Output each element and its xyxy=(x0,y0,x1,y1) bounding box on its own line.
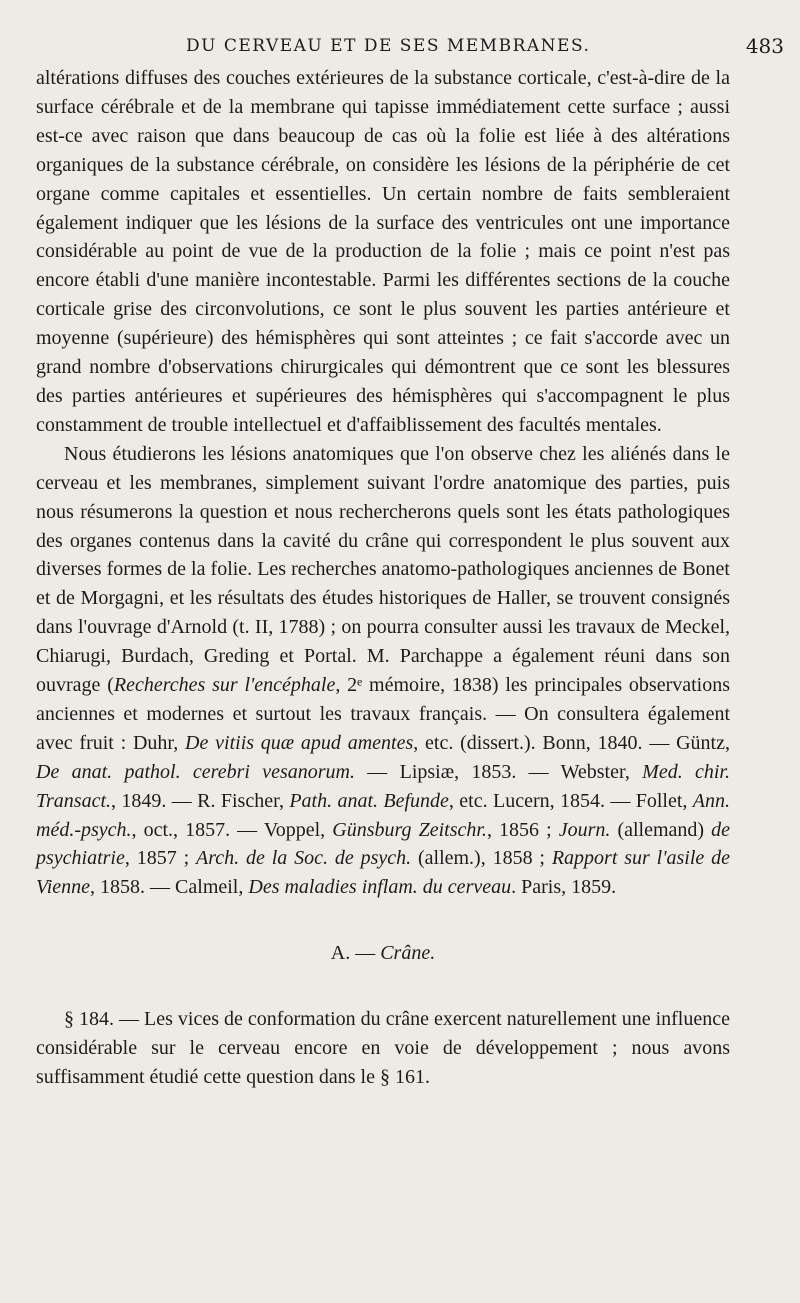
text-segment: , 1858. — Calmeil, xyxy=(90,876,249,899)
italic-text-segment: Journ. xyxy=(558,818,611,841)
text-segment: , 1856 ; xyxy=(486,818,559,841)
italic-text-segment: De anat. pathol. cerebri vesanorum. xyxy=(36,760,355,783)
text-segment: , 1849. — R. Fischer, xyxy=(111,789,290,812)
text-segment: § 184. — Les vices de conformation du crâne exercent naturellement une influence considérable sur le cerveau encore en voie de développement ; nous avons suffisamment étudié cette question dans le § 161. xyxy=(36,1008,730,1089)
text-segment: , etc. Lucern, 1854. — Follet, xyxy=(448,789,693,812)
italic-text-segment: Path. anat. Befunde xyxy=(289,789,449,812)
text-segment: , 1857 ; xyxy=(124,847,196,870)
italic-text-segment: Arch. de la Soc. de psych. xyxy=(196,847,412,870)
text-segment: — Lipsiæ, 1853. — Webster, xyxy=(355,760,643,783)
italic-text-segment: Ann. méd.-psych. xyxy=(36,789,730,841)
section-title: Crâne. xyxy=(380,942,436,965)
running-head xyxy=(36,30,784,64)
italic-text-segment: Des maladies inflam. du cerveau xyxy=(248,876,512,899)
paragraph-3 xyxy=(36,1005,730,1092)
running-head-title: DU CERVEAU ET DE SES MEMBRANES. xyxy=(186,36,591,56)
page-number: 483 xyxy=(745,34,784,58)
text-segment: (allemand) xyxy=(610,818,712,841)
italic-text-segment: Recherches sur l'encéphale xyxy=(113,674,336,697)
text-segment: , 2ᵉ mémoire, 1838) les principales observations anciennes et modernes et surtout les travaux français. — On consultera également avec fruit : Duhr, xyxy=(36,674,730,754)
text-segment: Nous étudierons les lésions anatomiques que l'on observe chez les aliénés dans le cerveau et les membranes, simplement suivant l'ordre anatomique des parties, puis nous résumerons la question et nous rechercherons quels sont les états pathologiques des organes contenus dans la cavité du crâne qui correspondent le plus souvent aux diverses formes de la folie. Les recherches anatomo-pathologiques anciennes de Bonet et de Morgagni, et les résultats des études historiques de Haller, se trouvent consignés dans l'ouvrage d'Arnold (t. II, 1788) ; on pourra consulter aussi les travaux de Meckel, Chiarugi, Burdach, Greding et Portal. M. Parchappe a également réuni dans son ouvrage ( xyxy=(36,442,730,697)
italic-text-segment: De vitiis quæ apud amentes xyxy=(185,731,414,754)
text-segment: . Paris, 1859. xyxy=(511,876,617,899)
italic-text-segment: Rapport sur l'asile de Vienne xyxy=(36,847,731,899)
paragraph-1 xyxy=(36,64,730,440)
paragraph-2 xyxy=(36,440,730,903)
section-heading xyxy=(36,942,730,965)
section-prefix: A. — xyxy=(330,942,381,965)
text-segment: altérations diffuses des couches extérieures de la substance corticale, c'est-à-dire de la surface cérébrale et de la membrane qui tapisse immédiatement cette surface ; aussi est-ce avec raison que dans beaucoup de cas où la folie est liée à des altérations organiques de la substance cérébrale, on considère les lésions de la périphérie de cet organe comme capitales et essentielles. Un certain nombre de faits sembleraient également indiquer que les lésions de la surface des ventricules ont une importance considérable au point de vue de la production de la folie ; mais ce point n'est pas encore établi d'une manière incontestable. Parmi les différentes sections de la couche corticale grise des circonvolutions, ce sont le plus souvent les parties antérieure et moyenne (supérieure) des hémisphères qui sont atteintes ; ce fait s'accorde avec un grand nombre d'observations chirurgicales qui démontrent que ce sont les blessures des parties antérieures et supérieures des hémisphères qui s'accompagnent le plus constamment de trouble intellectuel et d'affaiblissement des facultés mentales. xyxy=(36,67,730,436)
italic-text-segment: Günsburg Zeitschr. xyxy=(332,818,487,841)
text-segment: , oct., 1857. — Voppel, xyxy=(131,818,333,841)
italic-text-segment: Med. chir. Transact. xyxy=(36,760,730,812)
italic-text-segment: de psychiatrie xyxy=(36,818,731,870)
text-segment: (allem.), 1858 ; xyxy=(411,847,552,870)
text-segment: , etc. (dissert.). Bonn, 1840. — Güntz, xyxy=(413,731,730,754)
